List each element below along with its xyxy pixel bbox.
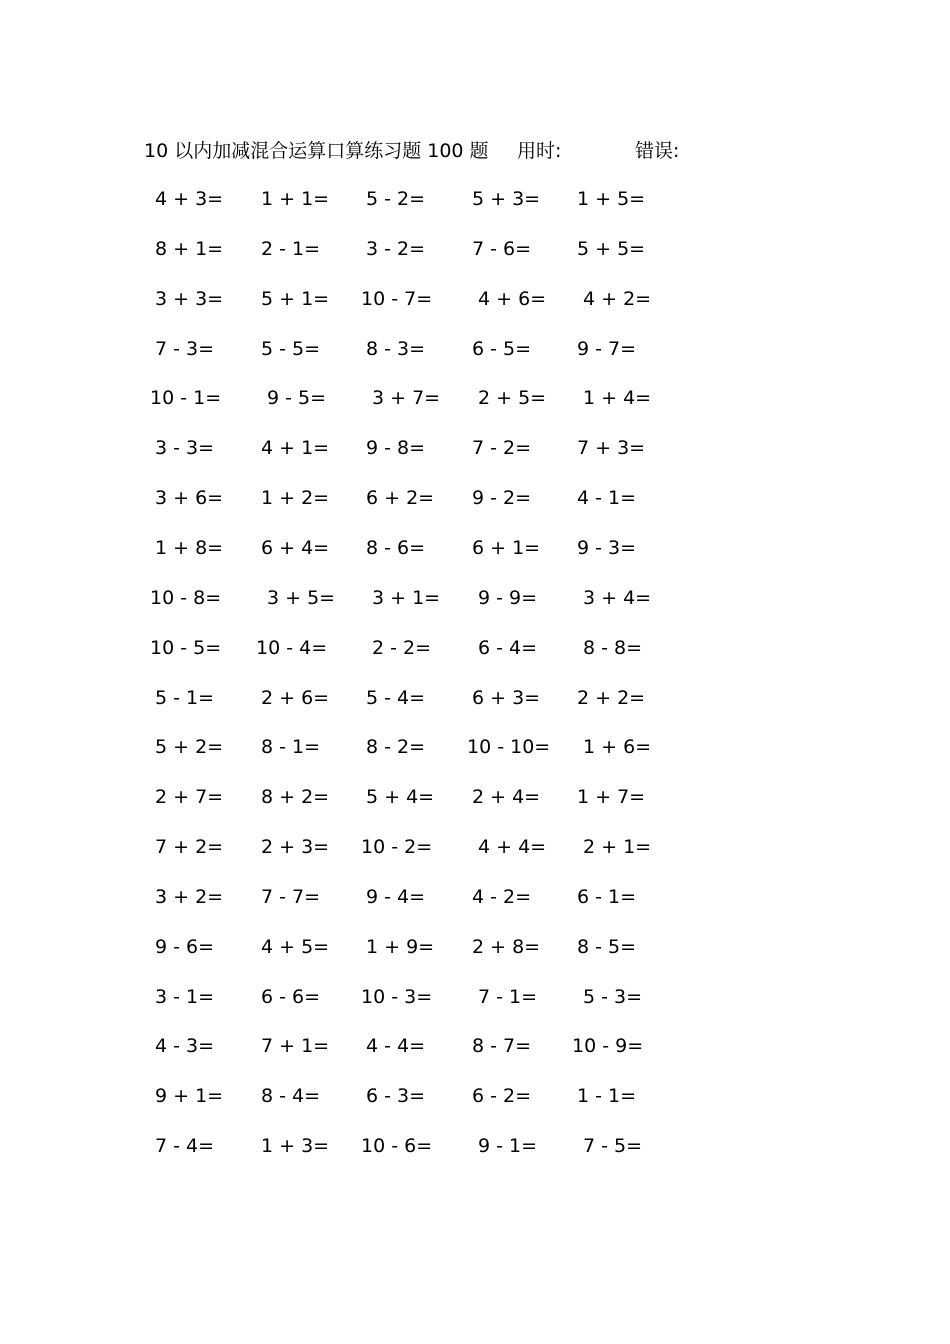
worksheet-title: 10 以内加减混合运算口算练习题 100 题 — [144, 140, 489, 162]
math-problem: 6 + 2= — [366, 487, 435, 510]
math-problem: 6 + 3= — [472, 686, 541, 709]
math-problem: 9 - 8= — [366, 437, 426, 460]
math-problem: 3 - 2= — [366, 237, 426, 260]
math-problem: 10 - 1= — [150, 387, 222, 410]
math-problem: 7 + 2= — [155, 836, 224, 859]
math-problem: 3 + 3= — [155, 287, 224, 310]
math-problem: 2 + 4= — [472, 786, 541, 809]
math-problem: 6 + 1= — [472, 536, 541, 559]
math-problem: 10 - 7= — [361, 287, 433, 310]
math-problem: 3 + 5= — [267, 586, 336, 609]
math-problem: 2 + 7= — [155, 786, 224, 809]
math-problem: 4 - 2= — [472, 885, 532, 908]
math-problem: 1 + 5= — [577, 188, 646, 210]
math-problem: 3 - 1= — [155, 985, 215, 1008]
math-problem: 10 - 8= — [150, 586, 222, 609]
math-problem: 4 + 3= — [155, 188, 224, 210]
math-problem: 3 - 3= — [155, 437, 215, 460]
math-problem: 5 - 3= — [583, 985, 643, 1008]
math-problem: 6 + 4= — [261, 536, 330, 559]
math-problem: 8 - 3= — [366, 337, 426, 360]
math-problem: 5 + 3= — [472, 188, 541, 210]
math-problem: 4 - 4= — [366, 1035, 426, 1058]
math-problem: 8 + 1= — [155, 237, 224, 260]
math-problem: 1 + 7= — [577, 786, 646, 809]
math-problem: 5 - 1= — [155, 686, 215, 709]
math-problem: 8 - 4= — [261, 1085, 321, 1108]
math-problem: 4 - 1= — [577, 487, 637, 510]
math-problem: 4 + 1= — [261, 437, 330, 460]
math-problem: 4 + 4= — [478, 836, 547, 859]
math-problem: 1 + 1= — [261, 188, 330, 210]
math-problem: 10 - 10= — [467, 736, 551, 759]
math-problem: 7 - 4= — [155, 1135, 215, 1158]
math-problem: 1 + 9= — [366, 935, 435, 958]
math-problem: 4 - 3= — [155, 1035, 215, 1058]
math-problem: 7 - 3= — [155, 337, 215, 360]
math-problem: 8 - 5= — [577, 935, 637, 958]
math-problem: 5 + 5= — [577, 237, 646, 260]
math-problem: 6 - 1= — [577, 885, 637, 908]
math-problem: 8 - 1= — [261, 736, 321, 759]
math-problem: 8 + 2= — [261, 786, 330, 809]
errors-label: 错误: — [635, 140, 680, 162]
math-problem: 4 + 2= — [583, 287, 652, 310]
math-problem: 2 - 1= — [261, 237, 321, 260]
math-problem: 7 - 1= — [478, 985, 538, 1008]
math-problem: 6 - 4= — [478, 636, 538, 659]
math-problem: 10 - 4= — [256, 636, 328, 659]
math-problem: 5 + 2= — [155, 736, 224, 759]
math-problem: 2 + 1= — [583, 836, 652, 859]
math-problem: 9 - 1= — [478, 1135, 538, 1158]
math-problem: 6 - 5= — [472, 337, 532, 360]
math-problem: 7 + 1= — [261, 1035, 330, 1058]
math-problem: 9 - 5= — [267, 387, 327, 410]
time-used-label: 用时: — [517, 140, 562, 162]
math-problem: 2 + 3= — [261, 836, 330, 859]
math-problem: 9 - 9= — [478, 586, 538, 609]
math-problem: 1 + 2= — [261, 487, 330, 510]
math-problem: 7 - 7= — [261, 885, 321, 908]
math-problem: 6 - 2= — [472, 1085, 532, 1108]
math-problem: 10 - 5= — [150, 636, 222, 659]
math-problem: 7 - 6= — [472, 237, 532, 260]
math-problem: 1 + 4= — [583, 387, 652, 410]
math-problem: 8 - 6= — [366, 536, 426, 559]
math-problem: 9 - 2= — [472, 487, 532, 510]
math-problem: 5 - 2= — [366, 188, 426, 210]
math-problem: 5 - 5= — [261, 337, 321, 360]
math-problem: 9 - 4= — [366, 885, 426, 908]
math-problem: 5 + 4= — [366, 786, 435, 809]
math-problem: 1 + 6= — [583, 736, 652, 759]
math-problem: 4 + 5= — [261, 935, 330, 958]
math-problem: 7 - 5= — [583, 1135, 643, 1158]
math-problem: 5 - 4= — [366, 686, 426, 709]
math-problem: 3 + 7= — [372, 387, 441, 410]
math-problem: 2 + 6= — [261, 686, 330, 709]
math-problem: 7 - 2= — [472, 437, 532, 460]
math-problem: 1 - 1= — [577, 1085, 637, 1108]
math-problem: 1 + 8= — [155, 536, 224, 559]
math-problem: 9 + 1= — [155, 1085, 224, 1108]
math-problem: 8 - 8= — [583, 636, 643, 659]
math-problem: 2 + 5= — [478, 387, 547, 410]
math-problem: 10 - 3= — [361, 985, 433, 1008]
math-problem: 10 - 9= — [572, 1035, 644, 1058]
math-problem: 8 - 7= — [472, 1035, 532, 1058]
math-problem: 2 + 8= — [472, 935, 541, 958]
math-problem: 8 - 2= — [366, 736, 426, 759]
math-problem: 2 + 2= — [577, 686, 646, 709]
math-problem: 9 - 3= — [577, 536, 637, 559]
math-problem: 6 - 6= — [261, 985, 321, 1008]
math-problem: 3 + 2= — [155, 885, 224, 908]
math-problem: 5 + 1= — [261, 287, 330, 310]
math-problem: 9 - 7= — [577, 337, 637, 360]
math-problem: 7 + 3= — [577, 437, 646, 460]
math-problem: 6 - 3= — [366, 1085, 426, 1108]
math-problem: 10 - 2= — [361, 836, 433, 859]
math-problem: 9 - 6= — [155, 935, 215, 958]
math-problem: 1 + 3= — [261, 1135, 330, 1158]
math-problem: 2 - 2= — [372, 636, 432, 659]
math-problem: 4 + 6= — [478, 287, 547, 310]
math-problem: 3 + 1= — [372, 586, 441, 609]
math-problem: 3 + 6= — [155, 487, 224, 510]
math-problem: 10 - 6= — [361, 1135, 433, 1158]
math-problem: 3 + 4= — [583, 586, 652, 609]
